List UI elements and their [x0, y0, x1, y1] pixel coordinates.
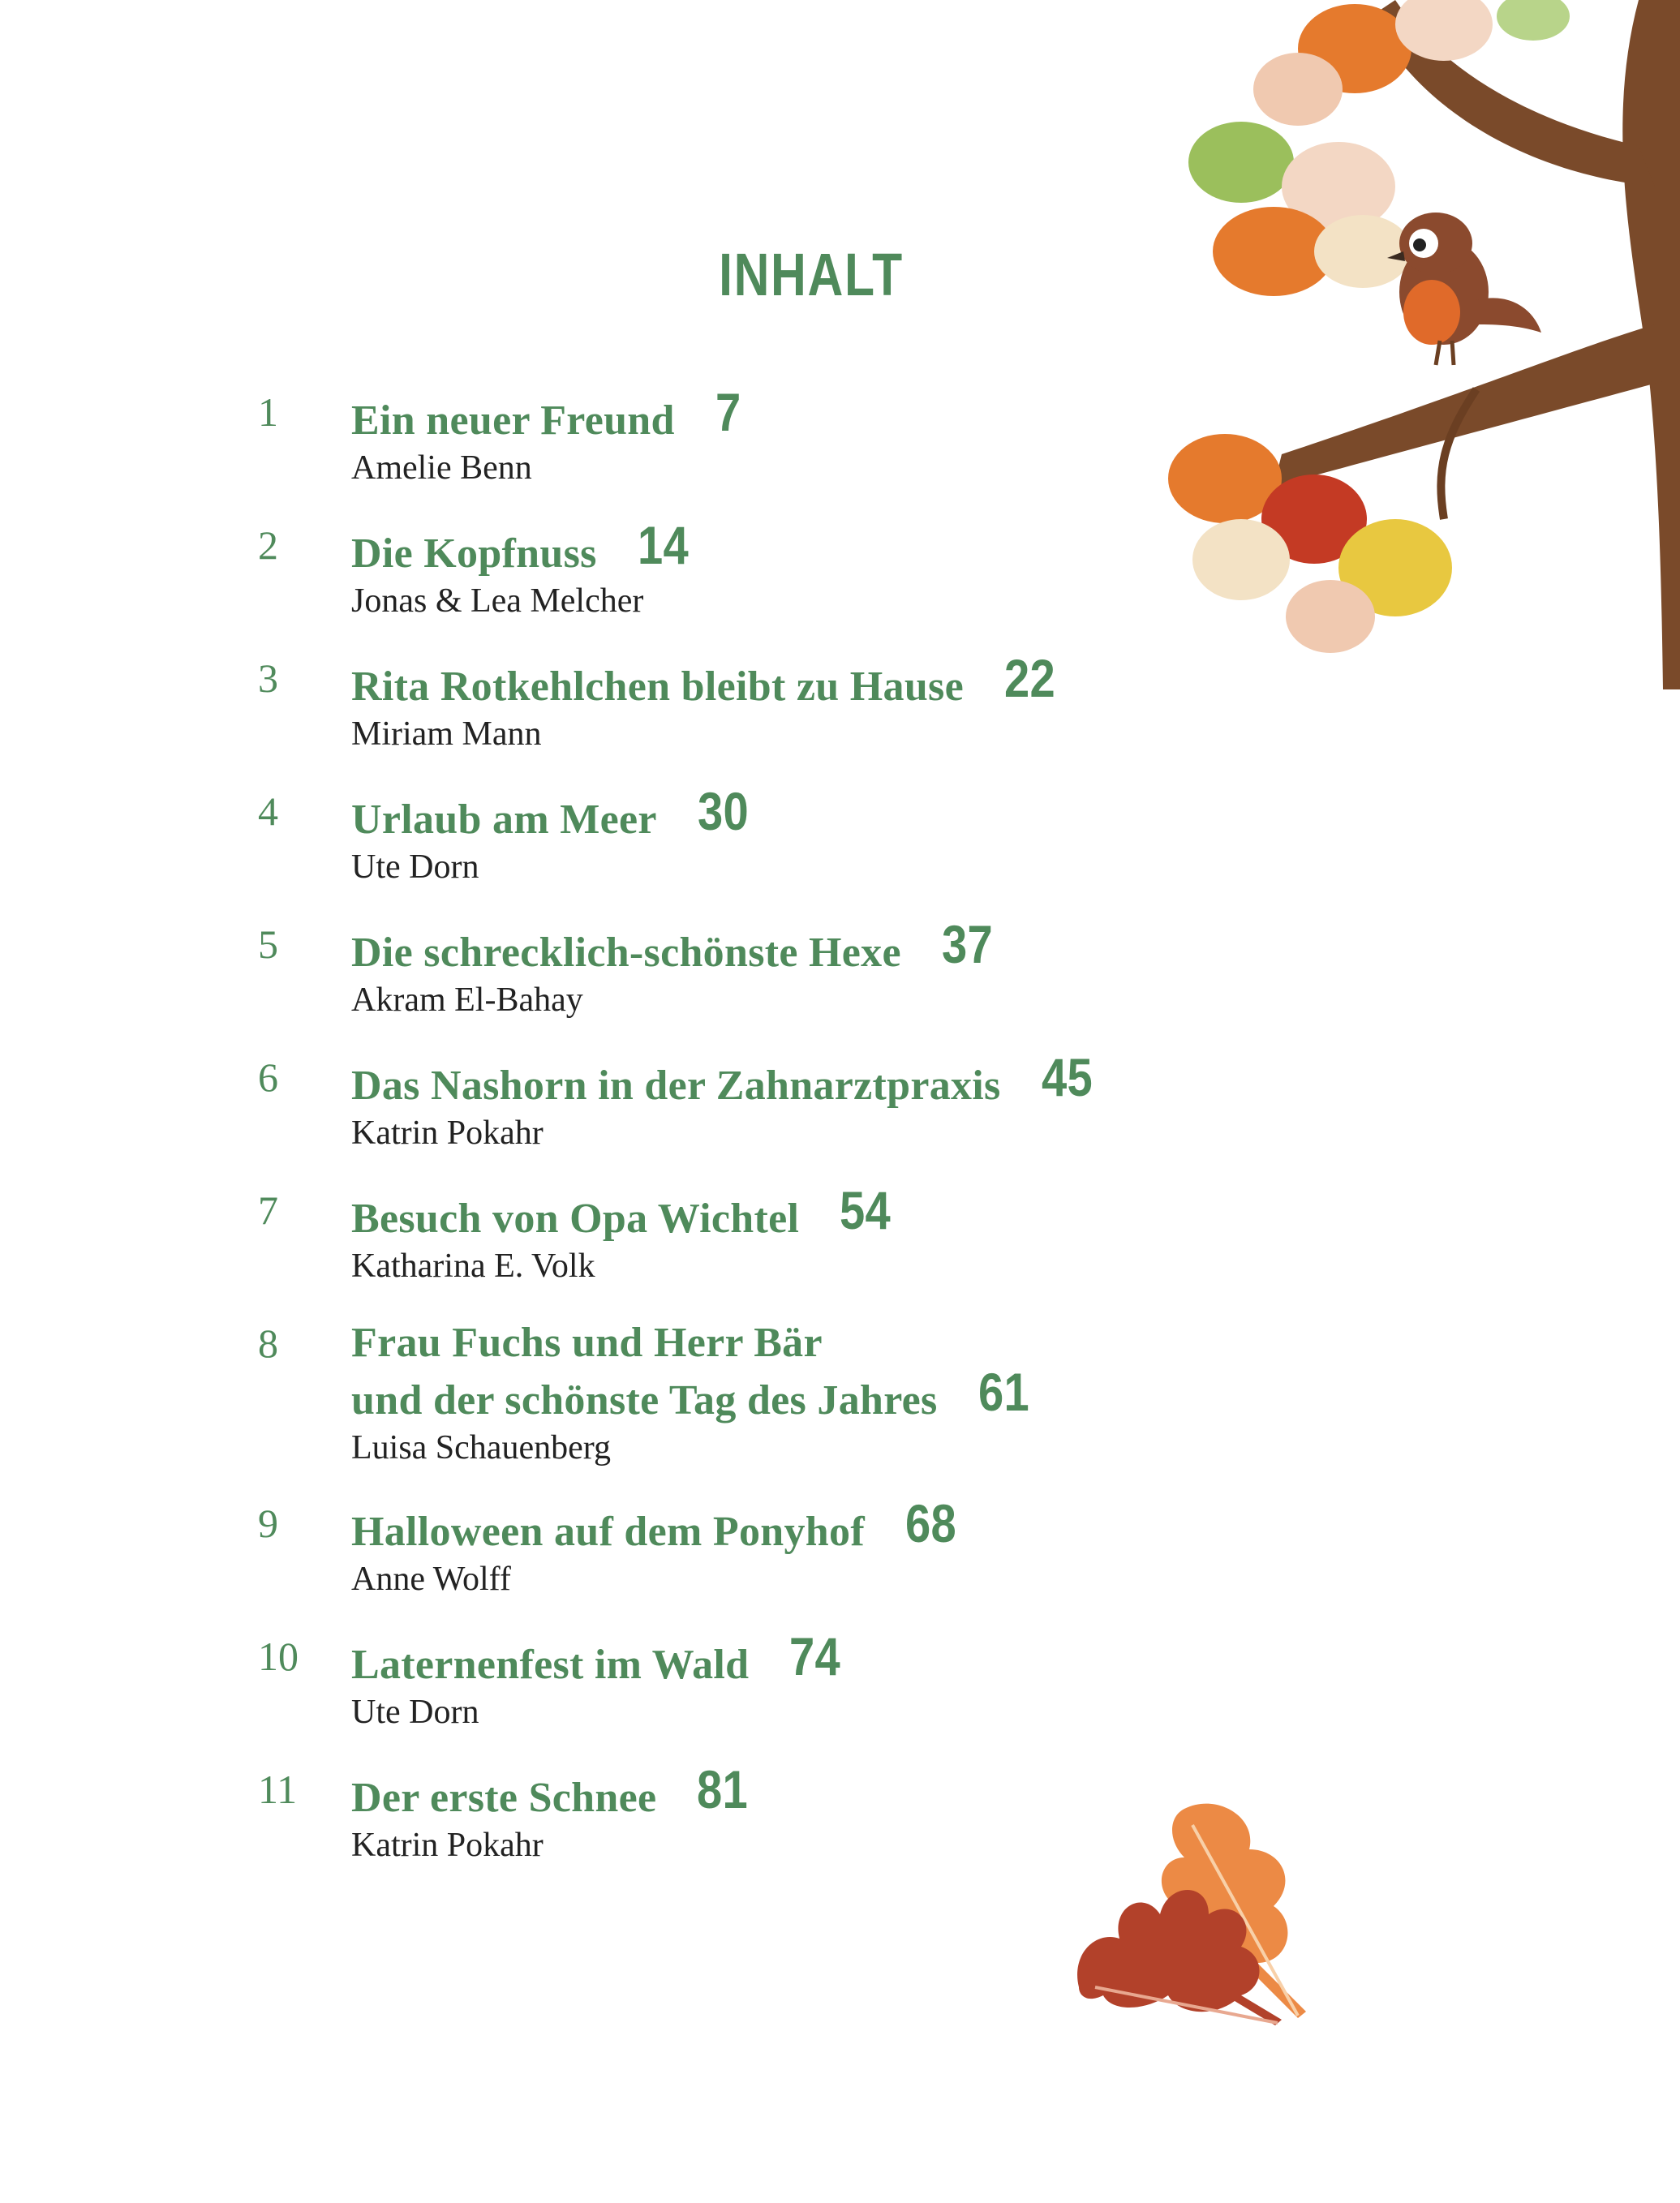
- chapter-author: Ute Dorn: [351, 1694, 479, 1731]
- chapter-title-line: [351, 781, 758, 844]
- chapter-title: und der schönste Tag des Jahres: [351, 1377, 938, 1424]
- chapter-number: 4: [258, 788, 278, 834]
- page-number: 74: [789, 1626, 841, 1686]
- page-number: 61: [977, 1362, 1029, 1422]
- chapter-title-line: [351, 1493, 965, 1557]
- chapter-number: 1: [258, 389, 278, 435]
- chapter-title: Die Kopfnuss: [351, 530, 597, 577]
- chapter-author: Akram El-Bahay: [351, 981, 583, 1019]
- chapter-number: 9: [258, 1501, 278, 1546]
- chapter-title: Die schrecklich-schönste Hexe: [351, 930, 901, 976]
- chapter-number: 11: [258, 1767, 298, 1812]
- page-number: 22: [1003, 648, 1055, 708]
- chapter-author: Katrin Pokahr: [351, 1827, 544, 1864]
- chapter-title-block: [351, 1626, 849, 1735]
- chapter-title: Laternenfest im Wald: [351, 1642, 750, 1688]
- chapter-title-block: [351, 1493, 965, 1602]
- page-number: 37: [941, 914, 993, 974]
- chapter-title-block: [351, 914, 1002, 1023]
- page-number: 45: [1041, 1047, 1093, 1107]
- chapter-title: Halloween auf dem Ponyhof: [351, 1509, 865, 1555]
- chapter-number: 8: [258, 1321, 278, 1366]
- chapter-author: Jonas & Lea Melcher: [351, 582, 644, 620]
- chapter-author: Amelie Benn: [351, 449, 532, 487]
- chapter-title-block: [351, 648, 1064, 757]
- chapter-author: Anne Wolff: [351, 1561, 511, 1598]
- page-number: 30: [697, 781, 749, 841]
- chapter-title-line: [351, 1759, 757, 1823]
- chapter-title-block: [351, 781, 758, 890]
- chapter-title-line: [351, 648, 1064, 711]
- page-number: 81: [697, 1759, 749, 1819]
- page-number: 14: [637, 515, 689, 575]
- falling-leaves-illustration: [1063, 1793, 1330, 2028]
- chapter-title: Besuch von Opa Wichtel: [351, 1196, 800, 1242]
- chapter-title-block: [351, 1319, 1038, 1471]
- chapter-title-line: [351, 382, 745, 445]
- chapter-title-line: [351, 1626, 849, 1690]
- page-number: 68: [904, 1493, 956, 1553]
- page-title: INHALT: [719, 241, 904, 308]
- chapter-title: Rita Rotkehlchen bleibt zu Hause: [351, 663, 964, 710]
- chapter-number: 5: [258, 921, 278, 967]
- chapter-author: Miriam Mann: [351, 715, 542, 753]
- chapter-title-line: [351, 515, 698, 578]
- chapter-number: 3: [258, 655, 278, 701]
- leaf-cluster-top: [1188, 0, 1570, 296]
- chapter-number: 7: [258, 1187, 278, 1233]
- chapter-title-block: [351, 515, 698, 624]
- chapter-title-line: [351, 1319, 1038, 1368]
- tree-branch-illustration: [1152, 0, 1680, 698]
- chapter-number: 2: [258, 522, 278, 568]
- chapter-title-block: [351, 1047, 1102, 1156]
- chapter-author: Katharina E. Volk: [351, 1248, 595, 1285]
- chapter-title: Das Nashorn in der Zahnarztpraxis: [351, 1063, 1001, 1109]
- chapter-title: Der erste Schnee: [351, 1775, 657, 1821]
- page-number: 54: [840, 1180, 892, 1240]
- chapter-title-line: [351, 1362, 1038, 1425]
- chapter-author: Ute Dorn: [351, 848, 479, 886]
- chapter-author: Luisa Schauenberg: [351, 1429, 611, 1467]
- chapter-number: 6: [258, 1054, 278, 1100]
- chapter-title-line: [351, 914, 1002, 977]
- chapter-title-block: [351, 1759, 757, 1868]
- chapter-title-block: [351, 1180, 900, 1289]
- chapter-title-line: [351, 1047, 1102, 1110]
- chapter-title: Ein neuer Freund: [351, 397, 675, 444]
- chapter-author: Katrin Pokahr: [351, 1114, 544, 1152]
- chapter-title-block: [351, 382, 745, 491]
- page-number: 7: [715, 382, 741, 442]
- chapter-title: Urlaub am Meer: [351, 797, 657, 843]
- chapter-title: Frau Fuchs und Herr Bär: [351, 1320, 823, 1366]
- robin-bird-icon: [1387, 213, 1541, 365]
- chapter-number: 10: [258, 1634, 299, 1679]
- chapter-title-line: [351, 1180, 900, 1243]
